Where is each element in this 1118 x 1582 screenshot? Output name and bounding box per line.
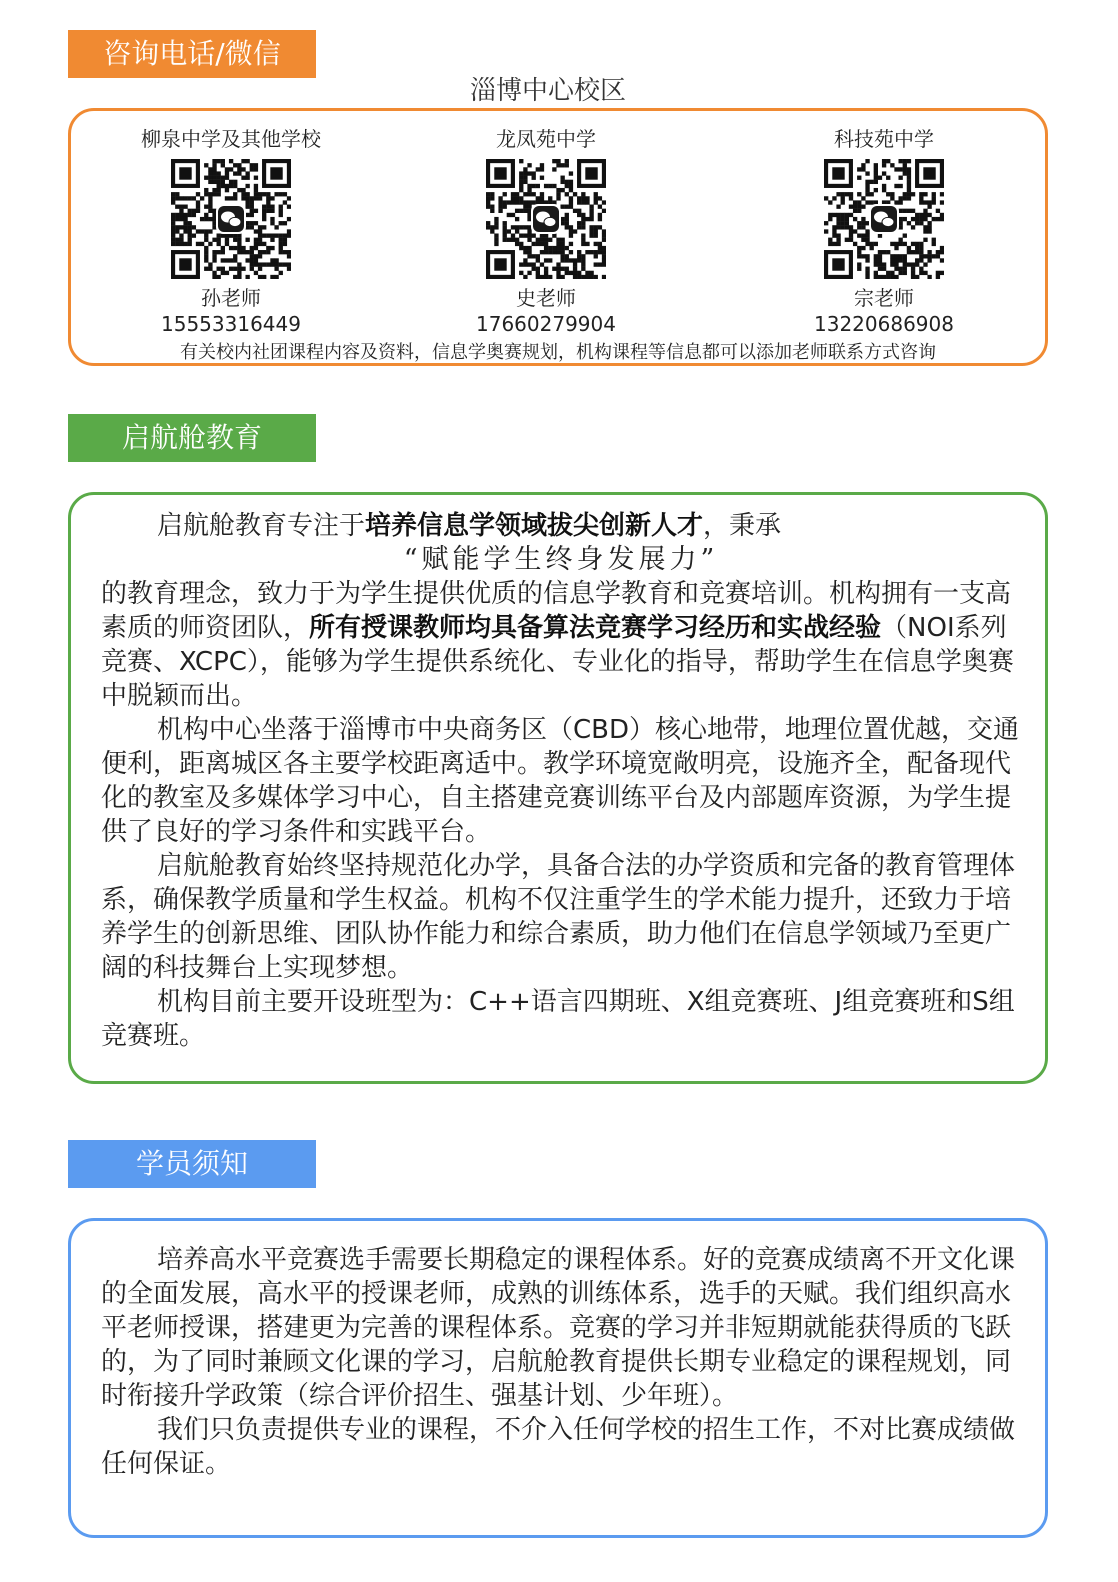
contact-teacher: 孙老师 [201,286,261,310]
about-text [101,509,1021,1053]
contact-card [101,125,361,337]
contact-phone: 15553316449 [161,312,301,336]
contact-school: 龙凤苑中学 [496,127,596,151]
contact-card [416,125,676,337]
notice-text [101,1243,1021,1481]
motto: “赋能学生终身发展力” [403,544,719,575]
notice-box [68,1218,1048,1538]
text-span: 启航舱教育专注于 [157,511,366,541]
contact-note: 有关校内社团课程内容及资料，信息学奥赛规划，机构课程等信息都可以添加老师联系方式咨询 [180,342,936,363]
contact-phone: 13220686908 [814,312,954,336]
about-paragraph-4: 启航舱教育始终坚持规范化办学，具备合法的办学资质和完备的教育管理体系，确保教学质量和学生权益。机构不仅注重学生的学术能力提升，还致力于培养学生的创新思维、团队协作能力和综合素质，助力他们在信息学领域乃至更广阔的科技舞台上实现梦想。 [101,851,1016,983]
text-span: 的教育理念，致力于为学生提供优质的信息学教育和竞赛培训。机构拥有一支高素质的师资团队， [101,579,1012,643]
about-paragraph-2 [101,577,1021,713]
contact-phone: 17660279904 [476,312,616,336]
contact-section-tag: 咨询电话/微信 [68,30,316,78]
about-paragraph-5: 机构目前主要开设班型为：C++语言四期班、X组竞赛班、J组竞赛班和S组竞赛班。 [101,987,1015,1051]
about-box [68,492,1048,1084]
contact-card [754,125,1014,337]
campus-title: 淄博中心校区 [469,76,626,106]
about-paragraph-1 [101,509,1021,543]
notice-paragraph-1: 培养高水平竞赛选手需要长期稳定的课程体系。好的竞赛成绩离不开文化课的全面发展，高水平的授课老师，成熟的训练体系，选手的天赋。我们组织高水平老师授课，搭建更为完善的课程体系。竞赛的学习并非短期就能获得质的飞跃的，为了同时兼顾文化课的学习，启航舱教育提供长期专业稳定的课程规划，同时衔接升学政策（综合评价招生、强基计划、少年班）。 [101,1245,1016,1411]
about-section-tag: 启航舱教育 [68,414,316,462]
contact-teacher: 史老师 [516,286,576,310]
highlight-text: 所有授课教师均具备算法竞赛学习经历和实战经验 [309,613,882,643]
notice-paragraph-2: 我们只负责提供专业的课程，不介入任何学校的招生工作，不对比赛成绩做任何保证。 [101,1415,1016,1479]
contact-teacher: 宗老师 [854,286,914,310]
about-paragraph-3: 机构中心坐落于淄博市中央商务区（CBD）核心地带，地理位置优越，交通便利，距离城区各主要学校距离适中。教学环境宽敞明亮，设施齐全，配备现代化的教室及多媒体学习中心，自主搭建竞赛训练平台及内部题库资源，为学生提供了良好的学习条件和实践平台。 [101,715,1020,847]
contact-school: 科技苑中学 [834,127,934,151]
wechat-qr-code-icon[interactable] [171,159,291,279]
highlight-text: 培养信息学领域拔尖创新人才 [365,511,704,541]
contact-school: 柳泉中学及其他学校 [141,127,321,151]
wechat-qr-code-icon[interactable] [486,159,606,279]
text-span: ，秉承 [703,511,782,541]
notice-section-tag: 学员须知 [68,1140,316,1188]
text-span: （NOI系列竞赛、XCPC），能够为学生提供系统化、专业化的指导，帮助学生在信息学奥赛中脱颖而出。 [101,613,1014,711]
contact-box [68,108,1048,366]
wechat-qr-code-icon[interactable] [824,159,944,279]
